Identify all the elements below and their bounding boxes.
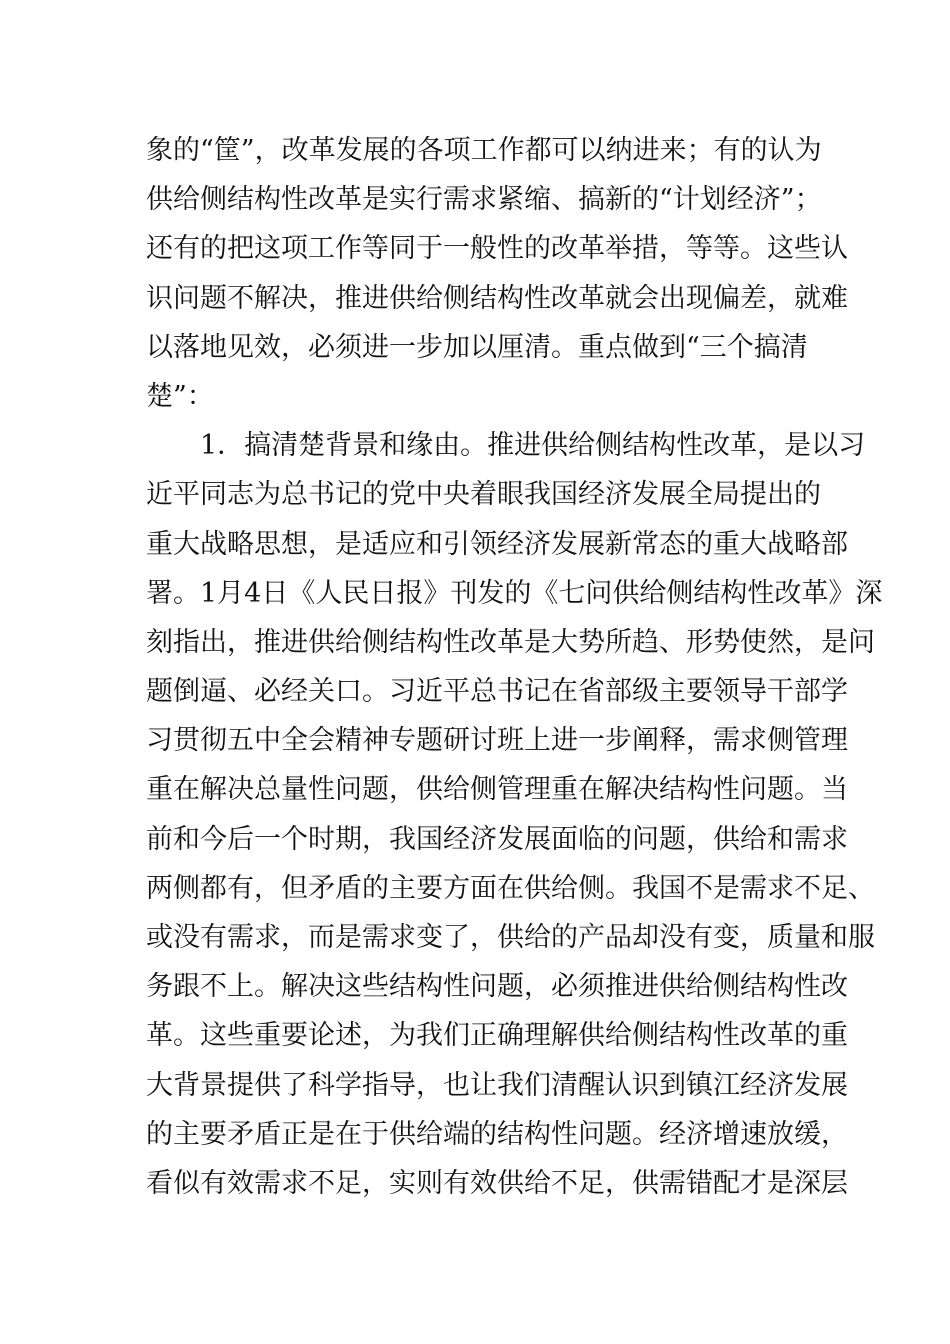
text-line: 重在解决总量性问题，供给侧管理重在解决结构性问题。当 [146, 774, 848, 806]
text-line: 或没有需求，而是需求变了，供给的产品却没有变，质量和服 [146, 922, 875, 953]
text-line: 的主要矛盾正是在于供给端的结构性问题。经济增速放缓， [146, 1118, 848, 1150]
text-line: 习贯彻五中全会精神专题研讨班上进一步阐释，需求侧管理 [146, 725, 848, 757]
text-line: 署。1月4日《人民日报》刊发的《七问供给侧结构性改革》深 [146, 577, 883, 609]
text-line: 供给侧结构性改革是实行需求紧缩、搞新的“计划经济”； [146, 184, 822, 216]
text-line: 楚”： [146, 380, 214, 412]
text-line: 两侧都有，但矛盾的主要方面在供给侧。我国不是需求不足、 [146, 872, 875, 904]
text-line: 看似有效需求不足，实则有效供给不足，供需错配才是深层 [146, 1167, 848, 1199]
text-line: 务跟不上。解决这些结构性问题，必须推进供给侧结构性改 [146, 971, 848, 1003]
paragraph-start-line: 1．搞清楚背景和缘由。推进供给侧结构性改革，是以习 [200, 430, 866, 462]
text-line: 以落地见效，必须进一步加以厘清。重点做到“三个搞清 [146, 331, 808, 363]
text-line: 还有的把这项工作等同于一般性的改革举措，等等。这些认 [146, 233, 848, 265]
text-line: 象的“筐”，改革发展的各项工作都可以纳进来；有的认为 [146, 135, 822, 166]
text-line: 近平同志为总书记的党中央着眼我国经济发展全局提出的 [146, 479, 821, 511]
text-line: 刻指出，推进供给侧结构性改革是大势所趋、形势使然，是问 [146, 626, 875, 658]
text-line: 革。这些重要论述，为我们正确理解供给侧结构性改革的重 [146, 1020, 848, 1052]
text-line: 重大战略思想，是适应和引领经济发展新常态的重大战略部 [146, 528, 848, 560]
body-text [146, 126, 883, 1208]
text-line: 前和今后一个时期，我国经济发展面临的问题，供给和需求 [146, 823, 848, 855]
text-line: 题倒逼、必经关口。习近平总书记在省部级主要领导干部学 [146, 676, 848, 708]
text-line: 识问题不解决，推进供给侧结构性改革就会出现偏差，就难 [146, 282, 848, 314]
text-line: 大背景提供了科学指导，也让我们清醒认识到镇江经济发展 [146, 1069, 848, 1101]
